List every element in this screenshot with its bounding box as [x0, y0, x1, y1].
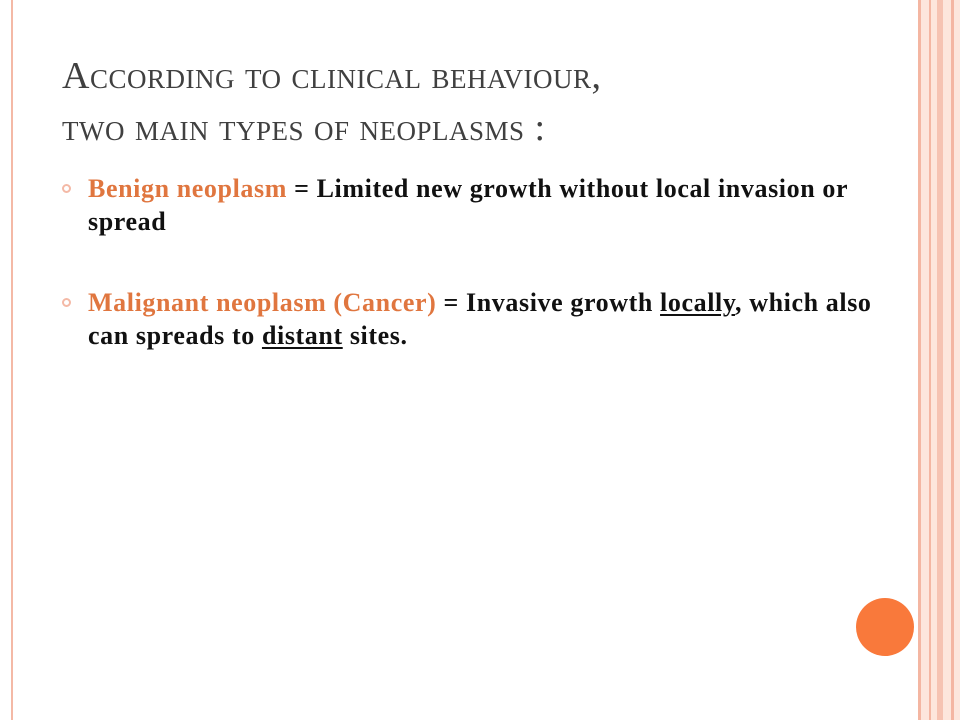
bullet-text: = Invasive growth: [436, 288, 661, 317]
bullet-list: [62, 172, 882, 352]
bullet-circle-icon: [62, 184, 71, 193]
right-stripe: [929, 0, 931, 720]
bullet-term: Malignant neoplasm (Cancer): [88, 288, 437, 317]
bullet-term: Benign neoplasm: [88, 174, 287, 203]
slide-title-line-2: two main types of neoplasms :: [62, 107, 546, 149]
bullet-circle-icon: [62, 298, 71, 307]
underlined-word: locally: [660, 288, 736, 317]
right-stripe: [918, 0, 921, 720]
bullet-item-malignant: [62, 286, 882, 352]
bullet-text: , which also can spreads to: [88, 288, 872, 350]
slide-title: [62, 50, 882, 154]
bullet-text: sites.: [342, 321, 408, 350]
slide-title-line-1: According to clinical behaviour,: [62, 55, 602, 97]
left-border-rule: [11, 0, 13, 720]
bullet-definition: = Limited new growth without local invasion or spread: [88, 174, 848, 236]
underlined-word: distant: [261, 321, 343, 350]
right-stripe: [951, 0, 954, 720]
bullet-item-benign: [62, 172, 882, 286]
decorative-orange-circle: [856, 598, 914, 656]
right-stripe: [937, 0, 943, 720]
